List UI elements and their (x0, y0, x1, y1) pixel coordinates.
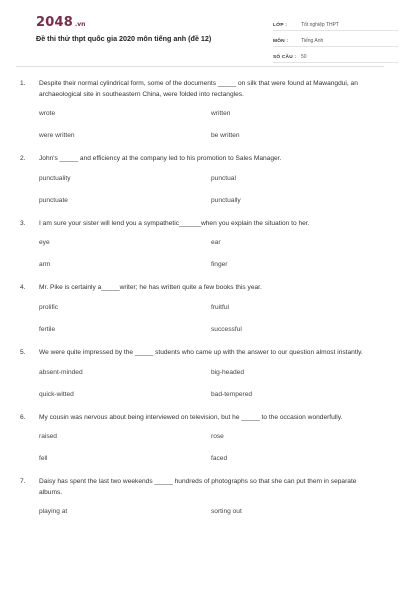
question-number: 3. (20, 219, 26, 227)
answer-options (39, 109, 378, 141)
logo-text: 2048 (36, 15, 73, 30)
meta-value: Tốt nghiệp THPT (301, 22, 339, 28)
answer-options (39, 303, 378, 335)
answer-option-b[interactable]: sorting out (211, 508, 242, 516)
answer-option-c[interactable]: punctuate (39, 196, 68, 204)
answer-option-a[interactable]: prolific (39, 303, 59, 311)
header-divider (16, 66, 384, 67)
answer-option-d[interactable]: faced (211, 455, 228, 463)
answer-option-c[interactable]: quick-witted (39, 390, 74, 398)
question-number: 5. (20, 348, 26, 356)
question-5 (20, 348, 378, 400)
answer-option-a[interactable]: raised (39, 433, 57, 441)
question-7 (20, 477, 378, 517)
meta-row-count (273, 47, 398, 63)
question-text: We were quite impressed by the _____ students who came up with the answer to our question almost instantly. (39, 348, 363, 356)
question-text: Despite their normal cylindrical form, some of the documents _____ on silk that were found at Mawangdui, an archaeological site in southeastern China, were folded into rectangles. (39, 80, 358, 98)
answer-option-a[interactable]: playing at (39, 508, 68, 516)
meta-label: LỚP : (273, 23, 288, 28)
question-1 (20, 79, 378, 141)
answer-option-a[interactable]: punctuality (39, 174, 71, 182)
answer-option-b[interactable]: big-headed (211, 368, 244, 376)
answer-options (39, 368, 378, 400)
exam-meta (273, 15, 398, 63)
question-number: 6. (20, 413, 26, 421)
meta-value: Tiếng Anh (301, 38, 324, 44)
answer-option-d[interactable]: finger (211, 261, 228, 269)
answer-option-c[interactable]: arm (39, 261, 51, 269)
meta-value: 50 (301, 54, 307, 60)
answer-option-c[interactable]: fertile (39, 325, 56, 333)
question-4 (20, 283, 378, 335)
answer-option-b[interactable]: rose (211, 433, 224, 441)
question-text: John's _____ and efficiency at the company led to his promotion to Sales Manager. (39, 155, 282, 163)
exam-title: Đề thi thử thpt quốc gia 2020 môn tiếng anh (đề 12) (36, 34, 212, 43)
question-text: My cousin was nervous about being interviewed on television, but he _____ to the occasion wonderfully. (39, 413, 343, 421)
answer-options (39, 507, 378, 517)
answer-option-c[interactable]: were written (39, 132, 75, 140)
question-text: I am sure your sister will lend you a sympathetic______when you explain the situation to her. (39, 219, 310, 227)
answer-options (39, 432, 378, 464)
question-text: Mr. Pike is certainly a_____writer; he has written quite a few books this year. (39, 284, 262, 292)
answer-option-b[interactable]: ear (211, 239, 221, 247)
answer-option-c[interactable]: fell (39, 455, 48, 463)
question-number: 1. (20, 80, 26, 87)
answer-option-b[interactable]: written (211, 110, 231, 118)
answer-option-a[interactable]: absent-minded (39, 368, 83, 376)
meta-row-subject (273, 31, 398, 47)
answer-option-d[interactable]: be written (211, 132, 240, 140)
question-list (20, 79, 378, 530)
answer-option-d[interactable]: successful (211, 325, 242, 333)
answer-option-b[interactable]: fruitful (211, 303, 229, 311)
question-3 (20, 219, 378, 271)
answer-option-a[interactable]: wrote (39, 110, 56, 118)
answer-option-b[interactable]: punctual (211, 174, 236, 182)
brand-logo[interactable] (36, 15, 85, 30)
question-number: 7. (20, 478, 26, 486)
meta-row-class (273, 15, 398, 31)
exam-header (18, 0, 380, 62)
meta-label: SỐ CÂU : (273, 55, 297, 60)
question-2 (20, 154, 378, 206)
answer-option-d[interactable]: punctually (211, 196, 241, 204)
answer-option-a[interactable]: eye (39, 239, 50, 247)
answer-options (39, 238, 378, 270)
question-number: 2. (20, 155, 26, 163)
answer-options (39, 174, 378, 206)
meta-label: MÔN : (273, 39, 289, 44)
question-text: Daisy has spent the last two weekends _____ hundreds of photographs so that she can put them in separate albums. (39, 478, 357, 496)
logo-suffix: .vn (74, 21, 86, 28)
answer-option-d[interactable]: bad-tempered (211, 390, 253, 398)
question-number: 4. (20, 284, 26, 292)
question-6 (20, 413, 378, 465)
